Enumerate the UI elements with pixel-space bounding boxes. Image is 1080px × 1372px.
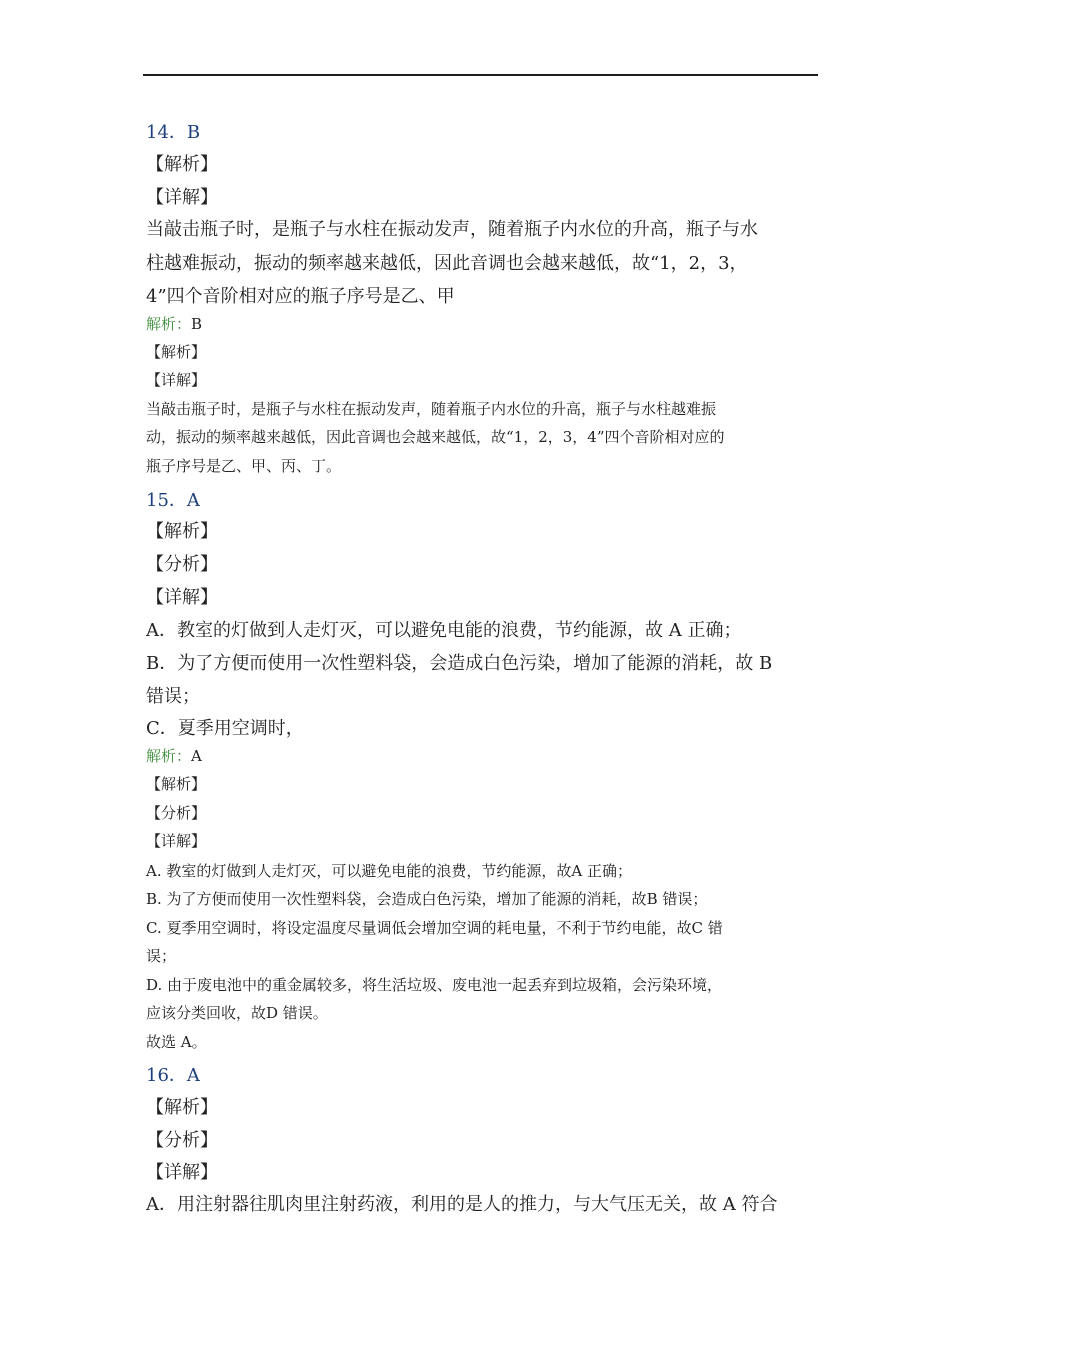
q15-detail-tag: 【详解】 [146, 587, 218, 608]
header-rule [143, 74, 818, 76]
q16-analysis-tag: 【解析】 [146, 1097, 218, 1118]
q15-detail-line-2: 误； [146, 947, 177, 965]
q14-detail-tag-2: 【详解】 [146, 371, 207, 389]
q14-analysis-tag-2: 【解析】 [146, 343, 207, 361]
q16-number: 16．A [146, 1065, 200, 1086]
q14-detail-line: 4”四个音阶相对应的瓶子序号是乙、甲 [146, 286, 455, 307]
q14-detail-line-2: 当敲击瓶子时，是瓶子与水柱在振动发声，随着瓶子内水位的升高，瓶子与水柱越难振 [146, 400, 717, 418]
q16-detail-tag: 【详解】 [146, 1162, 218, 1183]
q15-detail-line-2: 故选 A。 [146, 1033, 207, 1051]
q16-fenxi-tag: 【分析】 [146, 1130, 218, 1151]
q14-analysis-tag: 【解析】 [146, 154, 218, 175]
answer-value: B [191, 315, 203, 333]
q14-detail-line-2: 动，振动的频率越来越低，因此音调也会越来越低，故“1，2，3，4”四个音阶相对应的 [146, 428, 725, 446]
q15-fenxi-tag: 【分析】 [146, 554, 218, 575]
q14-detail-line: 柱越难振动，振动的频率越来越低，因此音调也会越来越低，故“1，2，3， [146, 253, 748, 274]
q15-fenxi-tag-2: 【分析】 [146, 804, 207, 822]
q15-number: 15．A [146, 490, 200, 511]
q15-detail-line: A．教室的灯做到人走灯灭，可以避免电能的浪费，节约能源，故 A 正确； [146, 620, 742, 641]
q15-detail-line-2: B. 为了方便而使用一次性塑料袋，会造成白色污染，增加了能源的消耗，故B 错误； [146, 890, 708, 908]
q15-analysis-tag: 【解析】 [146, 521, 218, 542]
q14-detail-tag: 【详解】 [146, 187, 218, 208]
q15-answer [146, 745, 202, 766]
q15-detail-line: 错误； [146, 686, 200, 707]
q16-detail-line: A．用注射器往肌肉里注射药液，利用的是人的推力，与大气压无关，故 A 符合 [146, 1194, 778, 1215]
answer-label: 解析： [146, 747, 192, 765]
q15-detail-line-2: C. 夏季用空调时，将设定温度尽量调低会增加空调的耗电量，不利于节约电能，故C 错 [146, 919, 723, 937]
q14-detail-line: 当敲击瓶子时，是瓶子与水柱在振动发声，随着瓶子内水位的升高，瓶子与水 [146, 219, 758, 240]
q15-detail-line: C．夏季用空调时， [146, 718, 304, 739]
q15-detail-tag-2: 【详解】 [146, 832, 207, 850]
answer-value: A [191, 747, 202, 765]
q15-detail-line-2: D. 由于废电池中的重金属较多，将生活垃圾、废电池一起丢弃到垃圾箱，会污染环境， [146, 976, 723, 994]
answer-label: 解析： [146, 315, 192, 333]
q15-detail-line-2: A. 教室的灯做到人走灯灭，可以避免电能的浪费，节约能源，故A 正确； [146, 862, 632, 880]
q14-answer [146, 313, 202, 334]
q15-detail-line: B．为了方便而使用一次性塑料袋，会造成白色污染，增加了能源的消耗，故 B [146, 653, 773, 674]
q14-number: 14．B [146, 122, 201, 143]
q15-analysis-tag-2: 【解析】 [146, 775, 207, 793]
q14-detail-line-2: 瓶子序号是乙、甲、丙、丁。 [146, 457, 342, 475]
q15-detail-line-2: 应该分类回收，故D 错误。 [146, 1004, 328, 1022]
